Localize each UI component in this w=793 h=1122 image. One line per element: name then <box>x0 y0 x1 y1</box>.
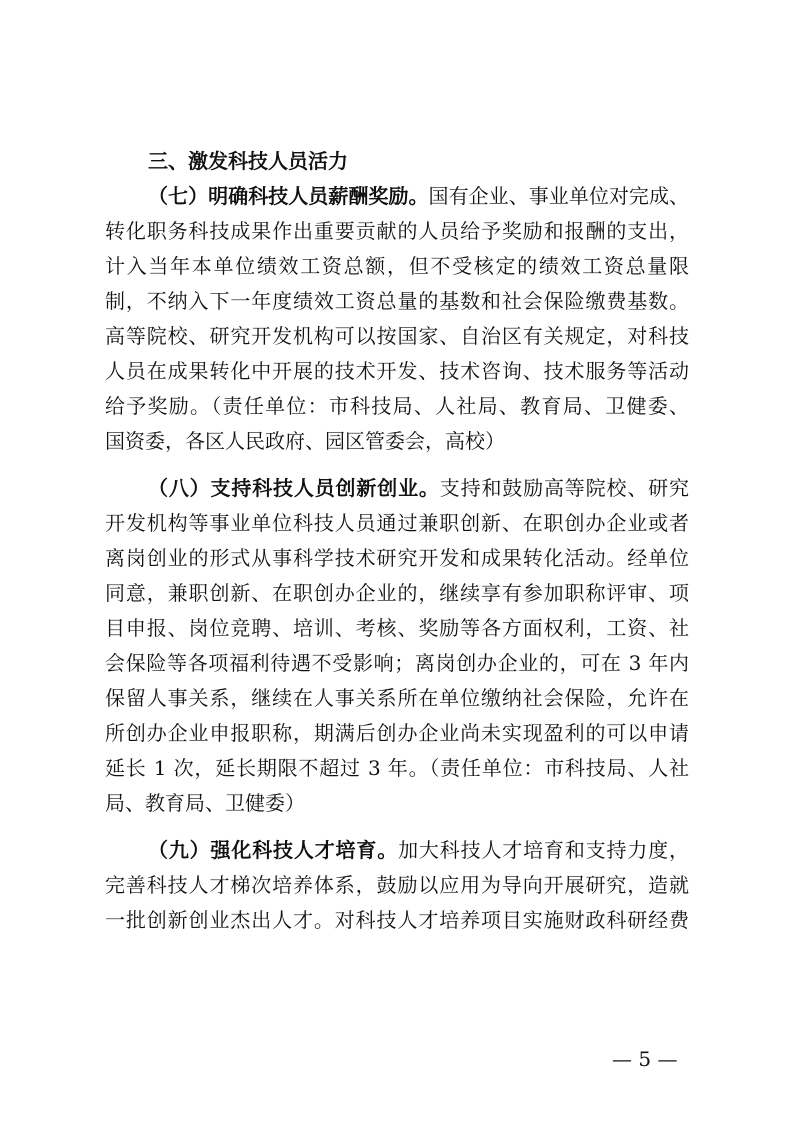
page-number: — 5 — <box>612 1047 678 1071</box>
paragraph-9-line-2: 完善科技人才梯次培养体系，鼓励以应用为导向开展研究，造就 <box>105 873 689 897</box>
paragraph-8-line-8: 所创办企业申报职称，期满后创办企业尚未实现盈利的可以申请 <box>105 721 689 745</box>
paragraph-7-line-6: 人员在成果转化中开展的技术开发、技术咨询、技术服务等活动 <box>105 359 689 383</box>
paragraph-8-text: 支持和鼓励高等院校、研究 <box>439 476 690 500</box>
paragraph-7-line-3: 计入当年本单位绩效工资总额，但不受核定的绩效工资总量限 <box>105 254 689 278</box>
paragraph-7-text: 国有企业、事业单位对完成、 <box>428 184 690 208</box>
paragraph-8-line-1 <box>148 473 689 503</box>
paragraph-7-lead: （七）明确科技人员薪酬奖励。 <box>148 184 429 208</box>
paragraph-7-line-7: 给予奖励。（责任单位：市科技局、人社局、教育局、卫健委、 <box>105 394 689 418</box>
paragraph-7-line-2: 转化职务科技成果作出重要贡献的人员给予奖励和报酬的支出， <box>105 219 689 243</box>
paragraph-8-line-5: 目申报、岗位竞聘、培训、考核、奖励等各方面权利，工资、社 <box>105 616 689 640</box>
paragraph-8-line-7: 保留人事关系，继续在人事关系所在单位缴纳社会保险，允许在 <box>105 686 689 710</box>
paragraph-9-line-1 <box>148 835 689 865</box>
paragraph-8-lead: （八）支持科技人员创新创业。 <box>148 476 440 500</box>
paragraph-8-line-2: 开发机构等事业单位科技人员通过兼职创新、在职创办企业或者 <box>105 511 689 535</box>
paragraph-9-text: 加大科技人才培育和支持力度， <box>398 838 690 862</box>
paragraph-7-line-8: 国资委，各区人民政府、园区管委会，高校） <box>105 429 505 453</box>
paragraph-8-line-10: 局、教育局、卫健委） <box>105 791 305 815</box>
section-heading: 三、激发科技人员活力 <box>148 149 348 173</box>
paragraph-7-line-5: 高等院校、研究开发机构可以按国家、自治区有关规定，对科技 <box>105 324 689 348</box>
paragraph-8-line-4: 同意，兼职创新、在职创办企业的，继续享有参加职称评审、项 <box>105 581 689 605</box>
paragraph-8-line-6: 会保险等各项福利待遇不受影响；离岗创办企业的，可在 3 年内 <box>105 651 689 675</box>
paragraph-8-line-9: 延长 1 次，延长期限不超过 3 年。（责任单位：市科技局、人社 <box>105 756 689 780</box>
paragraph-7-line-4: 制，不纳入下一年度绩效工资总量的基数和社会保险缴费基数。 <box>105 289 689 313</box>
paragraph-9-line-3: 一批创新创业杰出人才。对科技人才培养项目实施财政科研经费 <box>105 908 689 932</box>
paragraph-7-line-1 <box>148 181 689 211</box>
paragraph-9-lead: （九）强化科技人才培育。 <box>148 838 399 862</box>
paragraph-8-line-3: 离岗创业的形式从事科学技术研究开发和成果转化活动。经单位 <box>105 546 689 570</box>
